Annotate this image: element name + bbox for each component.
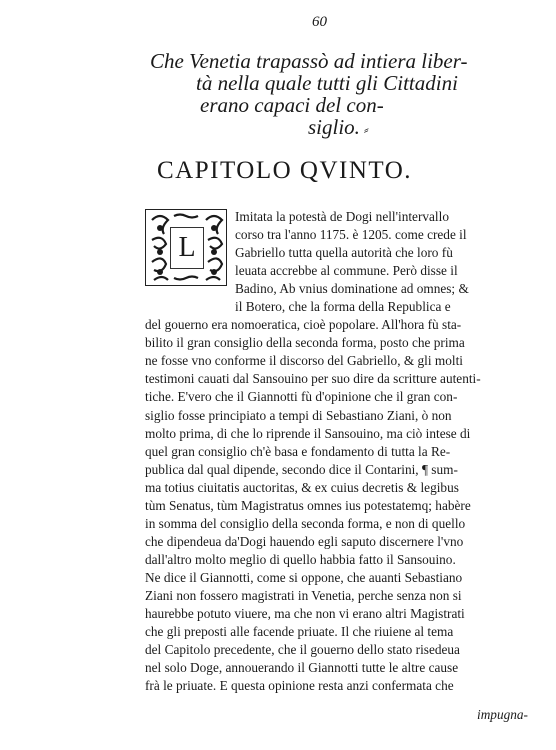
body-line: molto prima, di che lo riprende il Sansouino, ma ciò intese di <box>145 425 471 441</box>
body-line: Imitata la potestà de Dogi nell'intervallo <box>235 209 449 224</box>
heading-line: tà nella quale tutti gli Cittadini <box>196 71 458 95</box>
body-line: il Botero, che la forma della Republica e <box>235 299 451 315</box>
body-line: nel solo Doge, annouerando il Giannotti tutte le altre cause <box>145 660 459 676</box>
body-line: frà le priuate. E questa opinione resta anzi confermata che <box>145 678 454 694</box>
body-line: bilito il gran consiglio della seconda forma, posto che prima <box>145 335 465 351</box>
chapter-title: CAPITOLO QVINTO. <box>157 157 413 184</box>
body-line: Ziani non fossero magistrati in Venetia, perche senza non si <box>145 587 462 603</box>
heading-line: erano capaci del con- <box>200 93 384 117</box>
body-line: Gabriello tutta quella autorità che loro fù <box>235 245 453 261</box>
body-line: testimoni cauati dal Sansouino per suo dire da scritture autenti- <box>145 371 481 387</box>
body-line: siglio fosse principiato a tempi di Sebastiano Ziani, ò non <box>145 407 452 423</box>
body-text <box>145 208 535 695</box>
page-number: 60 <box>312 14 327 30</box>
heading-line <box>140 116 540 142</box>
body-line: haurebbe potuto viuere, ma che non vi erano altri Magistrati <box>145 606 465 622</box>
body-line: corso tra l'anno 1175. è 1205. come crede il <box>235 227 467 243</box>
body-line: quel gran consiglio ch'è basa e fondamento di tutta la Re- <box>145 443 451 459</box>
body-line: ne fosse vno conforme il discorso del Gabriello, & gli molti <box>145 353 463 369</box>
heading-line-text: siglio. <box>308 115 360 139</box>
body-line: in somma del consiglio della seconda forma, e non di quello <box>145 515 466 531</box>
body-line: dall'altro molto meglio di quello habbia fatto il Sansouino. <box>145 551 456 567</box>
heading-mark: ⸗ <box>363 123 369 138</box>
chapter-heading <box>140 50 540 142</box>
body-line: che dipendeua da'Dogi hauendo egli saputo discernere l'vno <box>145 533 464 549</box>
body-line: del gouerno era nomoeratica, cioè popolare. All'hora fù sta- <box>145 317 462 333</box>
body-line: tiche. E'vero che il Giannotti fù d'opinione che il gran con- <box>145 389 458 405</box>
heading-line: Che Venetia trapassò ad intiera liber- <box>150 49 468 73</box>
body-line: publica dal qual dipende, secondo dice il Contarini, ¶ sum- <box>145 461 458 477</box>
body-line: Badino, Ab vnius dominatione ad omnes; & <box>235 281 469 297</box>
body-line: del Capitolo precedente, che il gouerno dello stato risedeua <box>145 642 460 658</box>
body-line: ma totius ciuitatis auctoritas, & ex cuius decretis & legibus <box>145 479 459 495</box>
body-line: che gli preposti alle facende priuate. Il che riuiene al tema <box>145 624 454 640</box>
body-line: Ne dice il Giannotti, come si oppone, che auanti Sebastiano <box>145 569 463 585</box>
body-line: tùm Senatus, tùm Magistratus omnes ius potestatemq; habère <box>145 497 471 513</box>
catchword: impugna- <box>477 707 528 722</box>
body-line: leuata accrebbe al commune. Però disse il <box>235 263 458 279</box>
initial-letter: L <box>170 227 204 269</box>
